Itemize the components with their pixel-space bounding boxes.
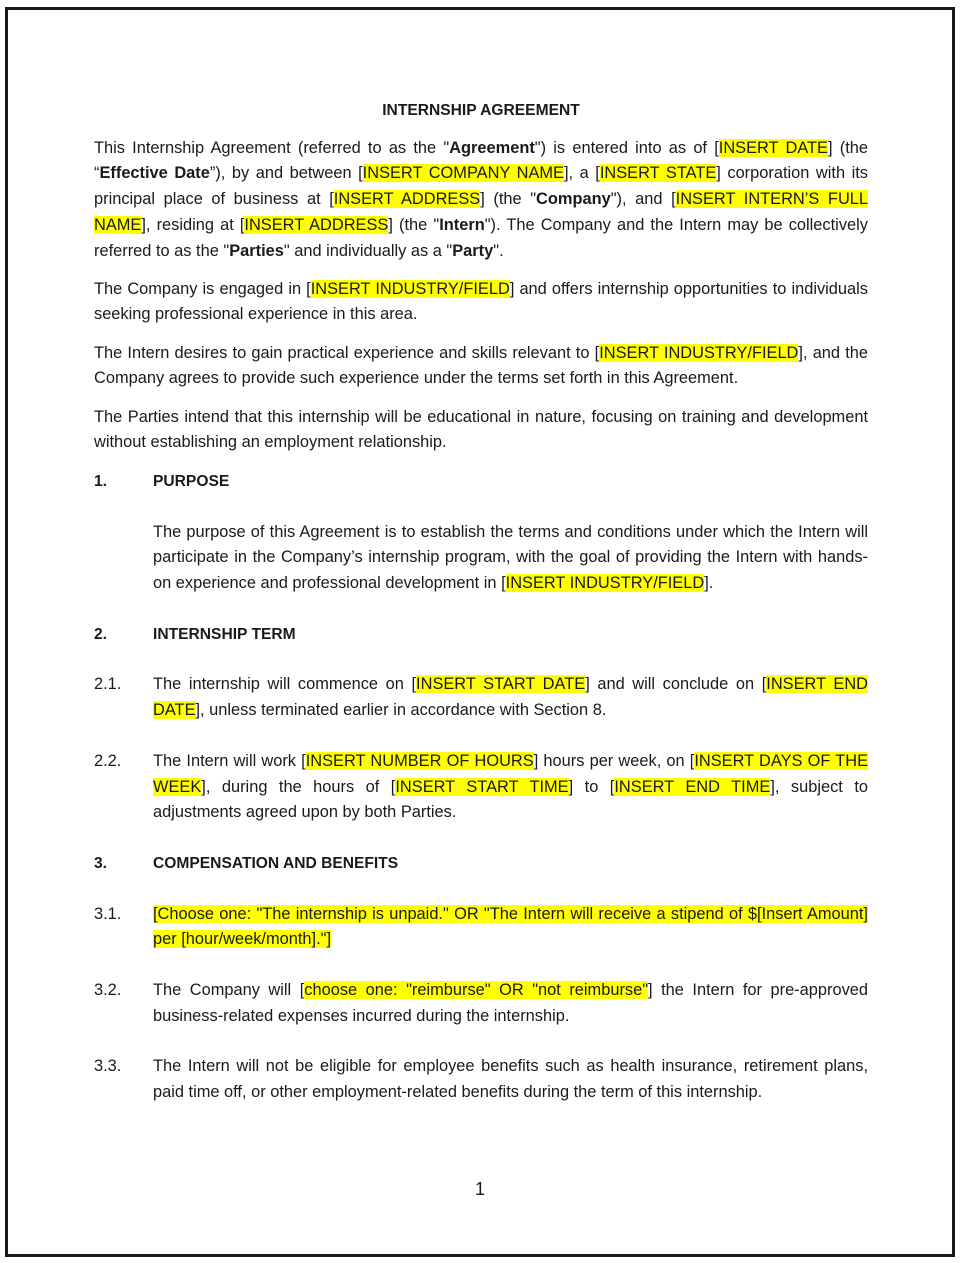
page-number: 1 xyxy=(474,1179,485,1199)
placeholder-company-name: INSERT COMPANY NAME xyxy=(362,164,564,183)
placeholder-industry: INSERT INDUSTRY/FIELD xyxy=(310,279,510,298)
placeholder-start-date: INSERT START DATE xyxy=(416,675,586,694)
placeholder-intern-name: INSERT INTERN’S FULL NAME xyxy=(94,190,869,234)
placeholder-start-time: INSERT START TIME xyxy=(395,777,569,796)
clause-3-1: 3.1. [Choose one: "The internship is unpaid." OR "The Intern will receive a stipend of $[Insert Amount] per [hour/week/month]."] xyxy=(94,904,868,949)
clause-3-2: 3.2. The Company will [choose one: "reimburse" OR "not reimburse"] the Intern for pre-approved business-related expenses incurred during the internship. xyxy=(94,981,868,1025)
placeholder-end-date: INSERT END DATE xyxy=(153,675,869,720)
placeholder-compensation: [Choose one: "The internship is unpaid." OR "The Intern will receive a stipend of $[Insert Amount] per [hour/week/month]."] xyxy=(153,904,868,949)
section-3-heading: 3. COMPENSATION AND BENEFITS xyxy=(94,854,399,872)
clause-2-2: 2.2. The Intern will work [INSERT NUMBER OF HOURS] hours per week, on [INSERT DAYS OF THE WEEK], during the hours of [INSERT START TIME] to [INSERT END TIME], subject to adjustments agreed upon by both Parties. xyxy=(94,751,869,822)
placeholder-state: INSERT STATE xyxy=(599,164,717,183)
intent-paragraph: The Parties intend that this internship will be educational in nature, focusing on training and development without establishing an employment relationship. xyxy=(94,407,868,452)
placeholder-company-address: INSERT ADDRESS xyxy=(333,190,481,209)
section-2-heading: 2. INTERNSHIP TERM xyxy=(94,625,296,643)
placeholder-end-time: INSERT END TIME xyxy=(614,777,771,796)
placeholder-industry: INSERT INDUSTRY/FIELD xyxy=(599,343,799,362)
intern-desire-paragraph: The Intern desires to gain practical experience and skills relevant to [INSERT INDUSTRY/FIELD], and the Company agrees to provide such experience under the terms set forth in this Agreement. xyxy=(94,343,868,388)
placeholder-reimbursement: choose one: "reimburse" OR "not reimburse" xyxy=(304,981,649,1000)
clause-2-1: 2.1. The internship will commence on [INSERT START DATE] and will conclude on [INSERT END DATE], unless terminated earlier in accordance with Section 8. xyxy=(94,675,869,720)
clause-3-3: 3.3. The Intern will not be eligible for employee benefits such as health insurance, retirement plans, paid time off, or other employment-related benefits during the term of this internship. xyxy=(94,1057,868,1102)
placeholder-industry: INSERT INDUSTRY/FIELD xyxy=(505,574,705,593)
placeholder-days: INSERT DAYS OF THE WEEK xyxy=(153,751,869,796)
section-1-body: The purpose of this Agreement is to establish the terms and conditions under which the Intern will participate in the Company’s internship program, with the goal of providing the Intern with hands-on experience and professional development in [INSERT INDUSTRY/FIELD]. xyxy=(153,522,868,593)
placeholder-hours: INSERT NUMBER OF HOURS xyxy=(305,751,534,770)
placeholder-date: INSERT DATE xyxy=(718,138,828,157)
placeholder-intern-address: INSERT ADDRESS xyxy=(244,215,389,234)
document-page xyxy=(5,7,955,1257)
industry-paragraph: The Company is engaged in [INSERT INDUSTRY/FIELD] and offers internship opportunities to individuals seeking professional experience in this area. xyxy=(94,279,868,324)
section-1-heading: 1. PURPOSE xyxy=(94,472,230,490)
document-content xyxy=(94,98,868,1106)
intro-paragraph: This Internship Agreement (referred to as the "Agreement") is entered into as of [INSERT DATE] (the “Effective Date”), by and between [INSERT COMPANY NAME], a [INSERT STATE] corporation with its principal place of business at [INSERT ADDRESS] (the "Company"), and [INSERT INTERN’S FULL NAME], residing at [INSERT ADDRESS] (the "Intern"). The Company and the Intern may be collectively referred to as the "Parties" and individually as a "Party". xyxy=(94,138,869,260)
document-title: INTERNSHIP AGREEMENT xyxy=(382,102,580,119)
